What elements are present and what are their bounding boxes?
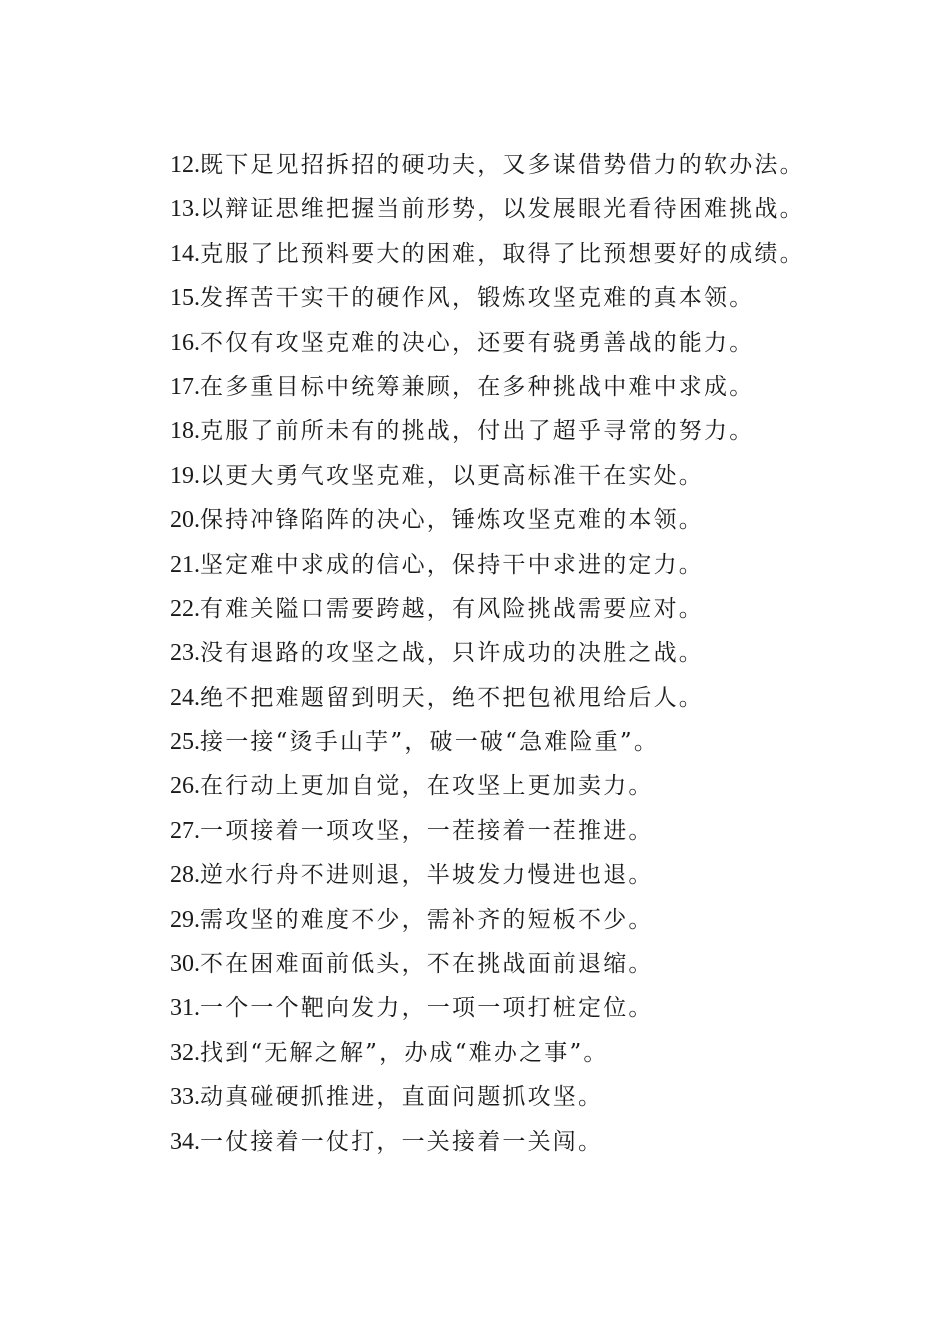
item-number: 25. bbox=[170, 729, 200, 756]
list-item bbox=[170, 1120, 890, 1164]
item-number: 21. bbox=[170, 551, 200, 578]
item-text: 绝不把难题留到明天，绝不把包袱甩给后人。 bbox=[200, 684, 704, 711]
item-number: 13. bbox=[170, 196, 200, 223]
item-text: 克服了比预料要大的困难，取得了比预想要好的成绩。 bbox=[200, 240, 805, 267]
item-text: 有难关隘口需要跨越，有风险挑战需要应对。 bbox=[200, 595, 704, 622]
item-text: 接一接“烫手山芋”，破一破“急难险重”。 bbox=[200, 729, 660, 756]
item-number: 19. bbox=[170, 462, 200, 489]
item-text: 发挥苦干实干的硬作风，锻炼攻坚克难的真本领。 bbox=[200, 285, 755, 312]
item-number: 22. bbox=[170, 595, 200, 622]
item-text: 以更大勇气攻坚克难，以更高标准干在实处。 bbox=[200, 462, 704, 489]
list-item bbox=[170, 986, 890, 1030]
list-item bbox=[170, 853, 890, 897]
item-text: 不仅有攻坚克难的决心，还要有骁勇善战的能力。 bbox=[200, 329, 755, 356]
item-text: 以辩证思维把握当前形势，以发展眼光看待困难挑战。 bbox=[200, 196, 805, 223]
list-item bbox=[170, 898, 890, 942]
list-item bbox=[170, 631, 890, 675]
list-item bbox=[170, 454, 890, 498]
item-number: 20. bbox=[170, 507, 200, 534]
list-item bbox=[170, 543, 890, 587]
item-number: 32. bbox=[170, 1039, 200, 1066]
item-number: 34. bbox=[170, 1128, 200, 1155]
item-text: 找到“无解之解”，办成“难办之事”。 bbox=[200, 1039, 609, 1066]
item-text: 一仗接着一仗打，一关接着一关闯。 bbox=[200, 1128, 604, 1155]
list-item bbox=[170, 365, 890, 409]
item-number: 16. bbox=[170, 329, 200, 356]
item-text: 既下足见招拆招的硬功夫，又多谋借势借力的软办法。 bbox=[200, 152, 805, 178]
item-text: 克服了前所未有的挑战，付出了超乎寻常的努力。 bbox=[200, 418, 755, 445]
list-item bbox=[170, 764, 890, 808]
item-number: 12. bbox=[170, 152, 200, 178]
list-item bbox=[170, 232, 890, 276]
item-number: 15. bbox=[170, 285, 200, 312]
item-number: 31. bbox=[170, 995, 200, 1022]
item-number: 33. bbox=[170, 1084, 200, 1111]
list-item bbox=[170, 143, 890, 187]
item-text: 在行动上更加自觉，在攻坚上更加卖力。 bbox=[200, 773, 654, 800]
list-item bbox=[170, 587, 890, 631]
item-text: 保持冲锋陷阵的决心，锤炼攻坚克难的本领。 bbox=[200, 507, 704, 534]
item-number: 30. bbox=[170, 951, 200, 978]
item-text: 逆水行舟不进则退，半坡发力慢进也退。 bbox=[200, 862, 654, 889]
list-item bbox=[170, 809, 890, 853]
item-number: 17. bbox=[170, 373, 200, 400]
item-text: 动真碰硬抓推进，直面问题抓攻坚。 bbox=[200, 1084, 604, 1111]
list-item bbox=[170, 409, 890, 453]
item-number: 27. bbox=[170, 817, 200, 844]
item-text: 在多重目标中统筹兼顾，在多种挑战中难中求成。 bbox=[200, 373, 755, 400]
item-number: 26. bbox=[170, 773, 200, 800]
item-text: 一个一个靶向发力，一项一项打桩定位。 bbox=[200, 995, 654, 1022]
item-text: 没有退路的攻坚之战，只许成功的决胜之战。 bbox=[200, 640, 704, 667]
list-item bbox=[170, 720, 890, 764]
item-number: 24. bbox=[170, 684, 200, 711]
list-item bbox=[170, 187, 890, 231]
list-item bbox=[170, 276, 890, 320]
list-item bbox=[170, 1031, 890, 1075]
item-number: 23. bbox=[170, 640, 200, 667]
item-text: 需攻坚的难度不少，需补齐的短板不少。 bbox=[200, 906, 654, 933]
numbered-phrase-list bbox=[170, 143, 890, 1164]
item-number: 14. bbox=[170, 240, 200, 267]
list-item bbox=[170, 676, 890, 720]
list-item bbox=[170, 498, 890, 542]
item-text: 不在困难面前低头，不在挑战面前退缩。 bbox=[200, 951, 654, 978]
list-item bbox=[170, 1075, 890, 1119]
item-number: 28. bbox=[170, 862, 200, 889]
item-number: 29. bbox=[170, 906, 200, 933]
item-text: 坚定难中求成的信心，保持干中求进的定力。 bbox=[200, 551, 704, 578]
item-text: 一项接着一项攻坚，一茬接着一茬推进。 bbox=[200, 817, 654, 844]
list-item bbox=[170, 321, 890, 365]
list-item bbox=[170, 942, 890, 986]
item-number: 18. bbox=[170, 418, 200, 445]
